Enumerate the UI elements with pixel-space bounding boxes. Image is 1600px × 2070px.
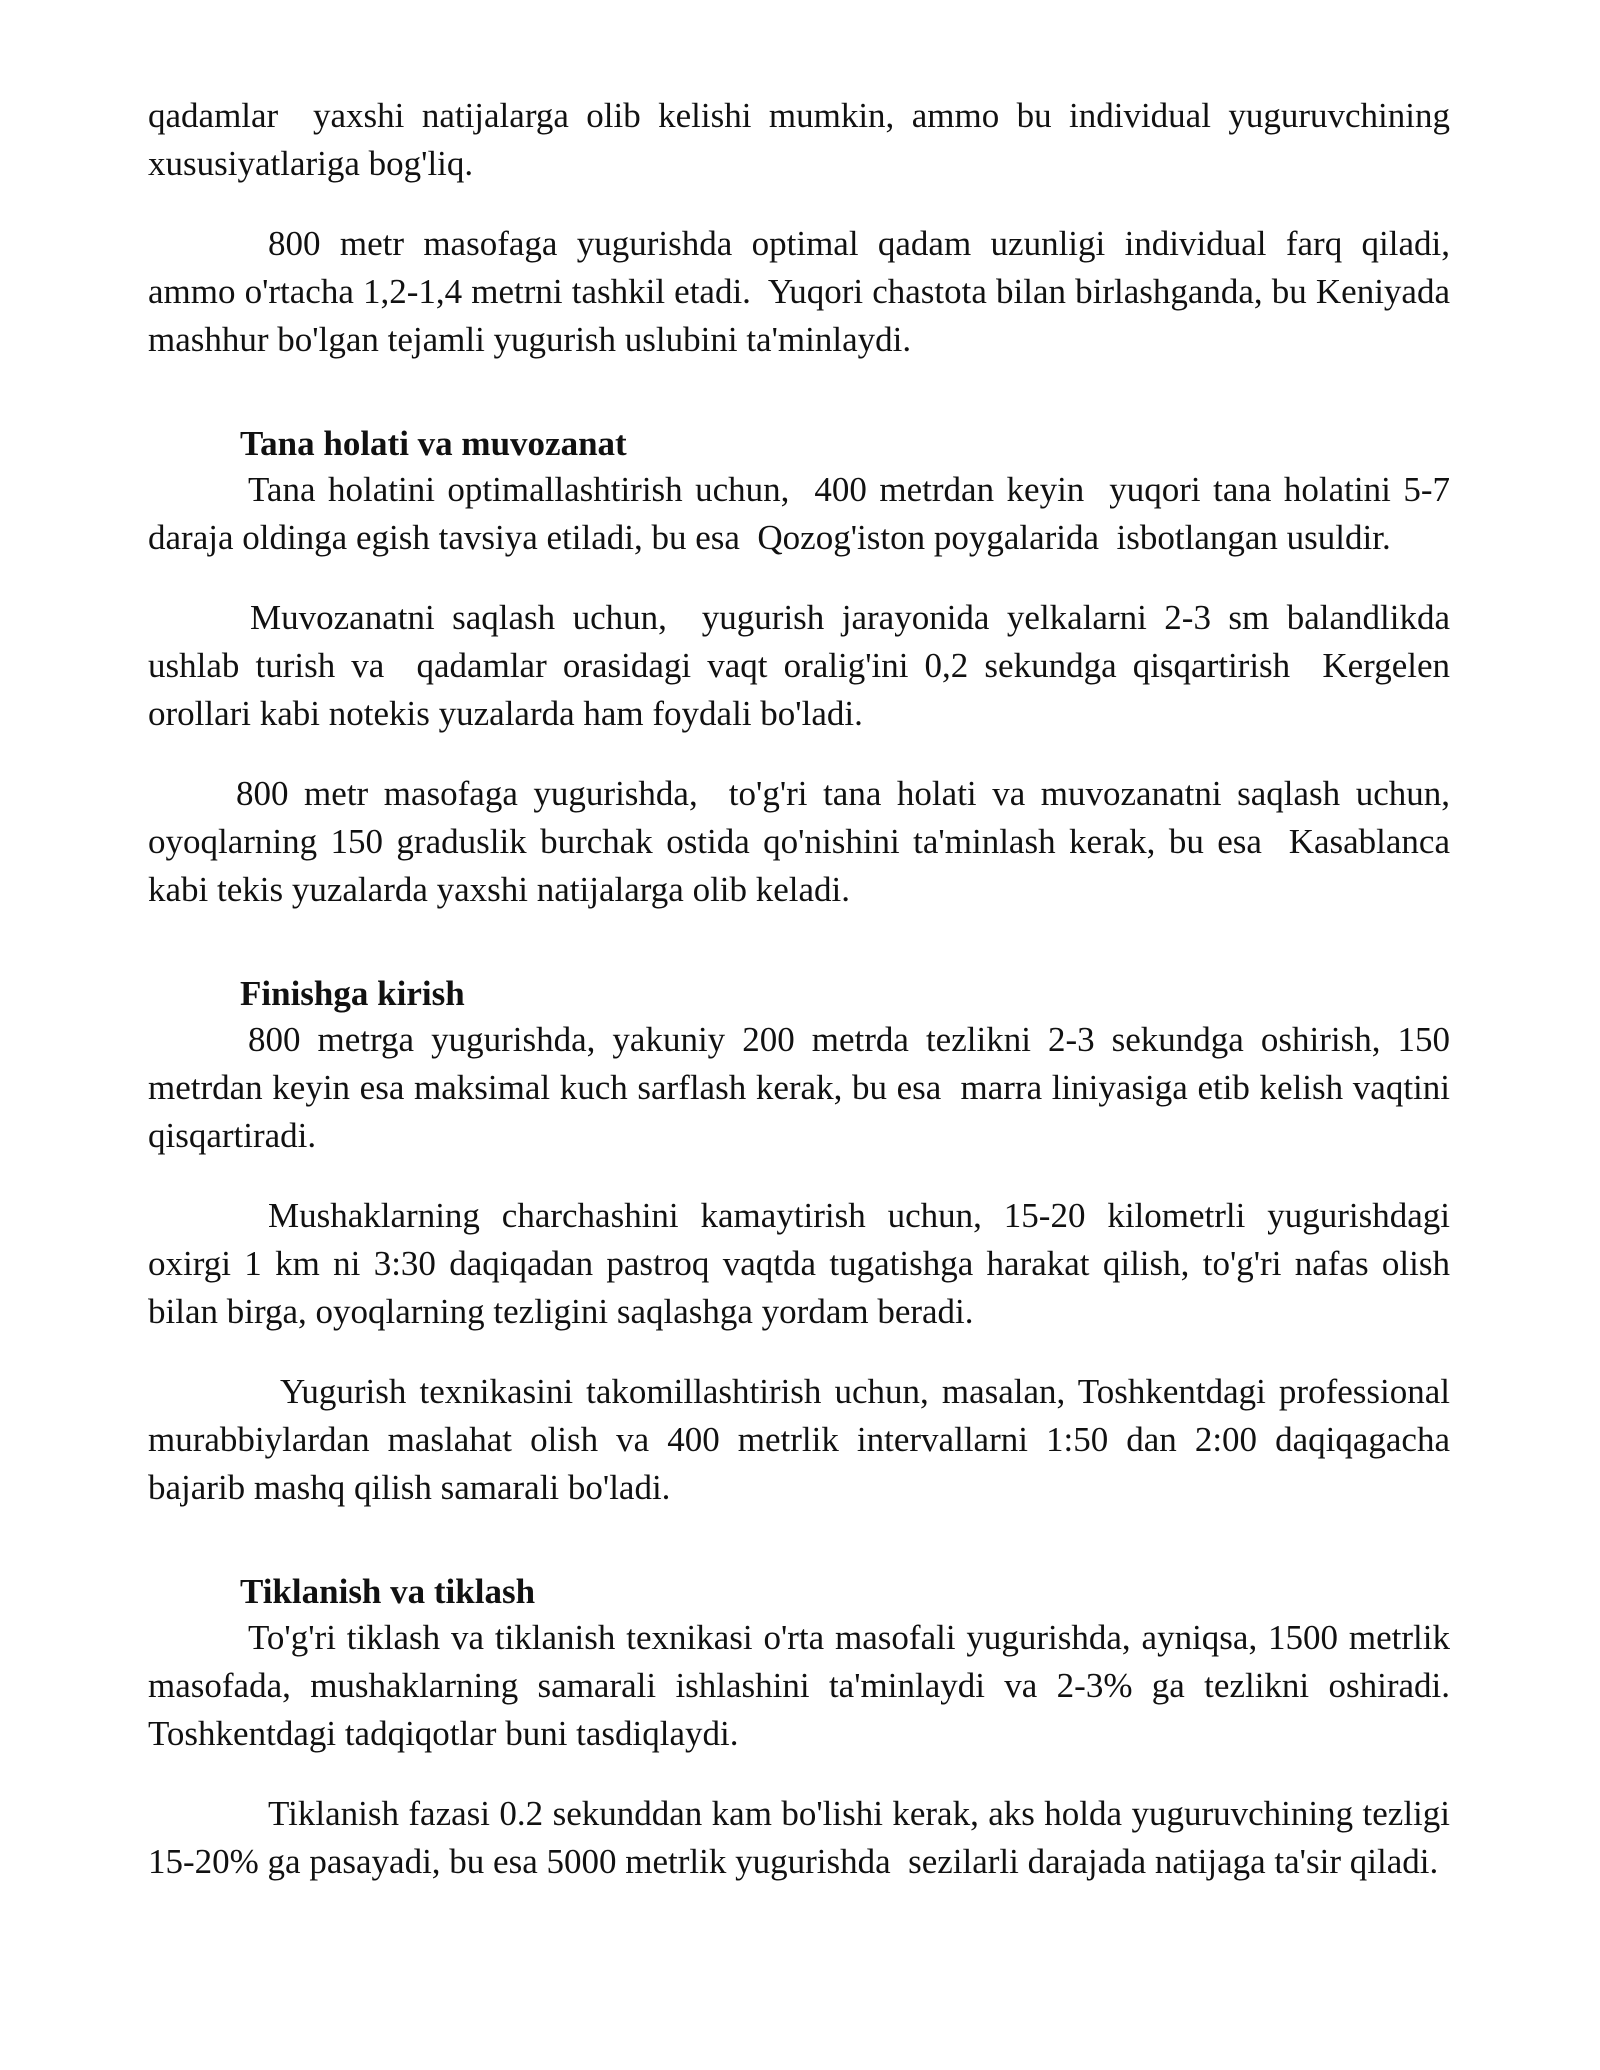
document-page: [148, 92, 1468, 1918]
paragraph-recovery-technique: To'g'ri tiklash va tiklanish texnikasi o'rta masofali yugurishda, ayniqsa, 1500 metrlik masofada, mushaklarning samarali ishlashini ta'minlaydi va 2-3% ga tezlikni oshiradi. Toshkentdagi tadqiqotlar buni tasdiqlaydi.: [148, 1618, 1468, 1753]
paragraph-final-sprint: 800 metrga yugurishda, yakuniy 200 metrda tezlikni 2-3 sekundga oshirish, 150 metrdan keyin esa maksimal kuch sarflash kerak, bu esa marra liniyasiga etib kelish vaqtini qisqartiradi.: [148, 1020, 1459, 1155]
section-heading-recovery: Tiklanish va tiklash: [240, 1572, 536, 1611]
paragraph-foot-landing: 800 metr masofaga yugurishda, to'g'ri tana holati va muvozanatni saqlash uchun, oyoqlarning 150 graduslik burchak ostida qo'nishini ta'minlash kerak, bu esa Kasablanca kabi tekis yuzalarda yaxshi natijalarga olib keladi.: [148, 774, 1459, 909]
section-heading-posture-balance: Tana holati va muvozanat: [240, 424, 627, 463]
paragraph-recovery-phase: Tiklanish fazasi 0.2 sekunddan kam bo'lishi kerak, aks holda yuguruvchining tezligi 15-20% ga pasayadi, bu esa 5000 metrlik yugurishda sezilarli darajada natijaga ta'sir qiladi.: [148, 1794, 1459, 1881]
paragraph-balance: Muvozanatni saqlash uchun, yugurish jarayonida yelkalarni 2-3 sm balandlikda ushlab turish va qadamlar orasidagi vaqt oralig'ini 0,2 sekundga qisqartirish Kergelen orollari kabi notekis yuzalarda ham foydali bo'ladi.: [148, 598, 1459, 733]
paragraph-posture: Tana holatini optimallashtirish uchun, 400 metrdan keyin yuqori tana holatini 5-7 daraja oldinga egish tavsiya etiladi, bu esa Qozog'iston poygalarida isbotlangan usuldir.: [148, 470, 1459, 557]
section-heading-finish: Finishga kirish: [240, 974, 465, 1013]
paragraph-stride-continuation: qadamlar yaxshi natijalarga olib kelishi mumkin, ammo bu individual yuguruvchining xususiyatlariga bog'liq.: [148, 96, 1459, 183]
paragraph-stride-length: 800 metr masofaga yugurishda optimal qadam uzunligi individual farq qiladi, ammo o'rtacha 1,2-1,4 metrni tashkil etadi. Yuqori chastota bilan birlashganda, bu Keniyada mashhur bo'lgan tejamli yugurish uslubini ta'minlaydi.: [148, 224, 1459, 359]
paragraph-technique-coaching: Yugurish texnikasini takomillashtirish uchun, masalan, Toshkentdagi professional murabbiylardan maslahat olish va 400 metrlik intervallarni 1:50 dan 2:00 daqiqagacha bajarib mashq qilish samarali bo'ladi.: [148, 1372, 1459, 1507]
paragraph-muscle-fatigue: Mushaklarning charchashini kamaytirish uchun, 15-20 kilometrli yugurishdagi oxirgi 1 km ni 3:30 daqiqadan pastroq vaqtda tugatishga harakat qilish, to'g'ri nafas olish bilan birga, oyoqlarning tezligini saqlashga yordam beradi.: [148, 1196, 1459, 1331]
